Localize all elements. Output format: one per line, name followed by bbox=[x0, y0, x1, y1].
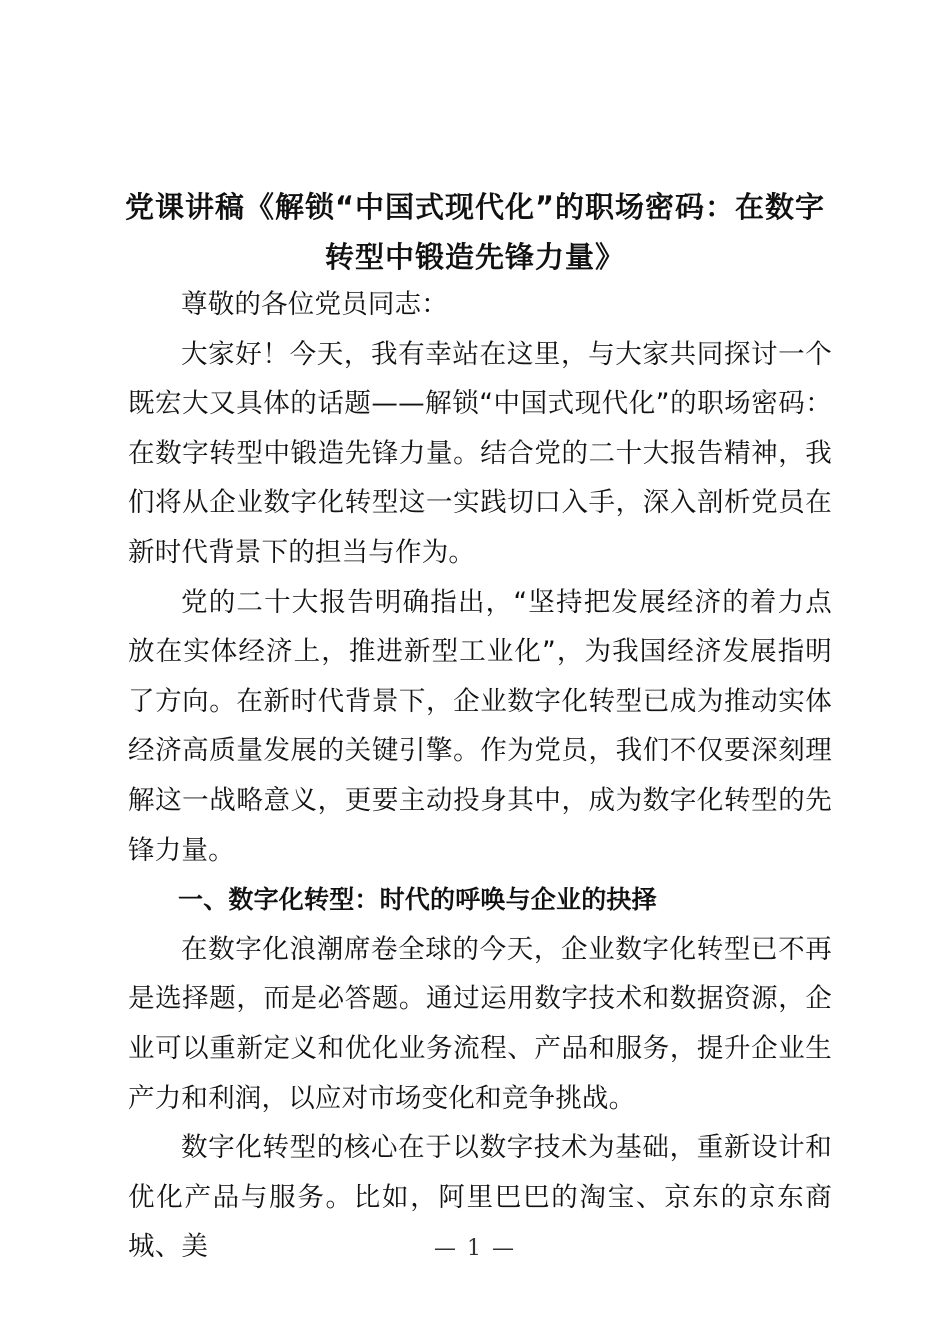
salutation: 尊敬的各位党员同志： bbox=[181, 289, 448, 320]
paragraph-section-2: 数字化转型的核心在于以数字技术为基础，重新设计和优化产品与服务。比如，阿里巴巴的淘宝、京东的京东商城、美 bbox=[128, 1132, 832, 1263]
document-body bbox=[128, 280, 832, 1272]
paragraph-intro: 大家好！今天，我有幸站在这里，与大家共同探讨一个既宏大又具体的话题——解锁“中国式现代化”的职场密码：在数字转型中锻造先锋力量。结合党的二十大报告精神，我们将从企业数字化转型这一实践切口入手，深入剖析党员在新时代背景下的担当与作为。 bbox=[128, 338, 832, 568]
document-title: 党课讲稿《解锁“中国式现代化”的职场密码：在数字转型中锻造先锋力量》 bbox=[124, 190, 826, 274]
paragraph-report: 党的二十大报告明确指出，“坚持把发展经济的着力点放在实体经济上，推进新型工业化”，为我国经济发展指明了方向。在新时代背景下，企业数字化转型已成为推动实体经济高质量发展的关键引擎。作为党员，我们不仅要深刻理解这一战略意义，更要主动投身其中，成为数字化转型的先锋力量。 bbox=[128, 586, 832, 866]
page-number: — 1 — bbox=[434, 1236, 516, 1261]
section-heading: 一、数字化转型：时代的呼唤与企业的抉择 bbox=[178, 885, 657, 915]
paragraph-section-1: 在数字化浪潮席卷全球的今天，企业数字化转型已不再是选择题，而是必答题。通过运用数字技术和数据资源，企业可以重新定义和优化业务流程、产品和服务，提升企业生产力和利润，以应对市场变化和竞争挑战。 bbox=[128, 933, 832, 1114]
